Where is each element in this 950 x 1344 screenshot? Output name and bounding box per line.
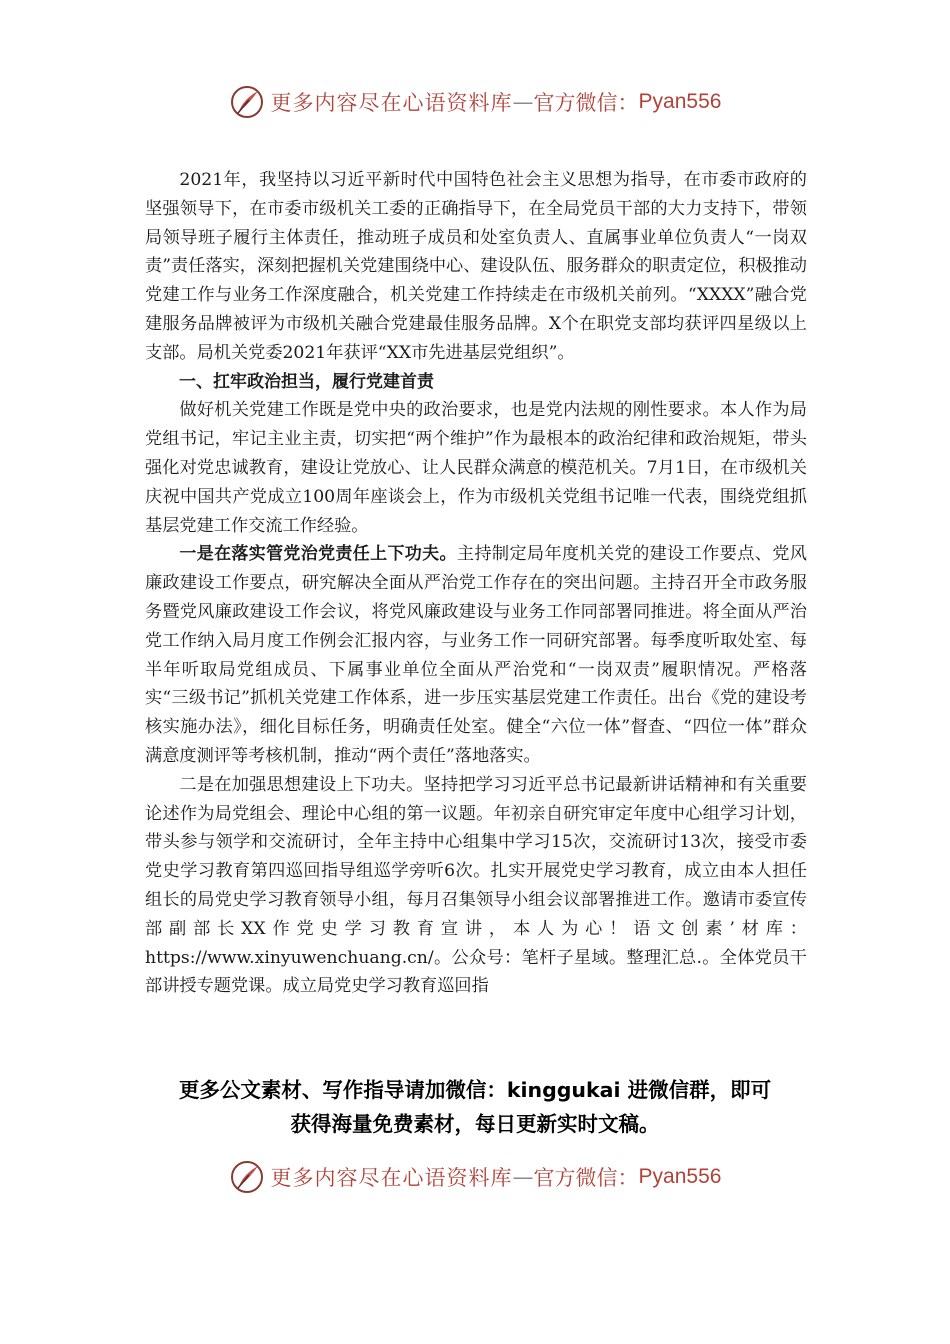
- document-body: [145, 166, 807, 1001]
- paragraph-point-1: [145, 540, 807, 770]
- banner-wechat-id: Pyan556: [638, 90, 722, 113]
- paragraph-point-2: 二是在加强思想建设上下功夫。坚持把学习习近平总书记最新讲话精神和有关重要论述作为局党组会、理论中心组的第一议题。年初亲自研究审定年度中心组学习计划，带头参与领学和交流研讨，全年主持中心组集中学习15次，交流研讨13次，接受市委党史学习教育第四巡回指导组巡学旁听6次。扎实开展党史学习教育，成立由本人担任组长的局党史学习教育领导小组，每月召集领导小组会议部署推进工作。邀请市委宣传部副部长XX作党史学习教育宣讲，本人为心！语文创素’材库：https://www.xinyuwenchuang.cn/。公众号：笔杆子星域。整理汇总.。全体党员干部讲授专题党课。成立局党史学习教育巡回指: [145, 774, 807, 997]
- banner-wechat-label: 官方微信：: [533, 91, 639, 115]
- banner-title: 更多内容尽在心语资料库: [270, 91, 513, 115]
- feather-logo-icon: [229, 84, 265, 120]
- promo-text: [120, 1073, 830, 1141]
- point-1-lead: 一是在落实管党治党责任上下功夫。: [179, 544, 457, 565]
- promo-line-1: 更多公文素材、写作指导请加微信：kinggukai 进微信群，即可: [178, 1078, 772, 1102]
- paragraph-intro: 2021年，我坚持以习近平新时代中国特色社会主义思想为指导，在市委市政府的坚强领导下，在市委市级机关工委的正确指导下，在全局党员干部的大力支持下，带领局领导班子履行主体责任，推动班子成员和处室负责人、直属事业单位负责人“一岗双责”责任落实，深刻把握机关党建围绕中心、建设队伍、服务群众的职责定位，积极推动党建工作与业务工作深度融合，机关党建工作持续走在市级机关前列。“XXXX”融合党建服务品牌被评为市级机关融合党建最佳服务品牌。X个在职党支部均获评四星级以上支部。局机关党委2021年获评“XX市先进基层党组织”。: [145, 170, 807, 363]
- header-banner: [0, 80, 950, 124]
- banner-separator: —: [512, 90, 534, 114]
- footer-banner-separator: —: [512, 1165, 534, 1189]
- point-1-text: 主持制定局年度机关党的建设工作要点、党风廉政建设工作要点，研究解决全面从严治党工作存在的突出问题。主持召开全市政务服务暨党风廉政建设工作会议，将党风廉政建设与业务工作同部署同推进。将全面从严治党工作纳入局月度工作例会汇报内容，与业务工作一同研究部署。每季度听取处室、每半年听取局党组成员、下属事业单位全面从严治党和“一岗双责”履职情况。严格落实“三级书记”抓机关党建工作体系，进一步压实基层党建工作责任。出台《党的建设考核实施办法》，细化目标任务，明确责任处室。健全“六位一体”督查、“四位一体”群众满意度测评等考核机制，推动“两个责任”落地落实。: [145, 544, 807, 766]
- feather-logo-icon: [229, 1159, 265, 1195]
- footer-banner-title: 更多内容尽在心语资料库: [270, 1166, 513, 1190]
- footer-banner-wechat-label: 官方微信：: [533, 1166, 639, 1190]
- section-heading-1: 一、扛牢政治担当，履行党建首责: [179, 371, 434, 392]
- footer-banner-wechat-id: Pyan556: [638, 1165, 722, 1188]
- footer-banner: [0, 1155, 950, 1199]
- promo-line-2: 获得海量免费素材，每日更新实时文稿。: [290, 1112, 660, 1136]
- paragraph-section-1: 做好机关党建工作既是党中央的政治要求，也是党内法规的刚性要求。本人作为局党组书记，牢记主业主责，切实把“两个维护”作为最根本的政治纪律和政治规矩，带头强化对党忠诚教育，建设让党放心、让人民群众满意的模范机关。7月1日，在市级机关庆祝中国共产党成立100周年座谈会上，作为市级机关党组书记唯一代表，围绕党组抓基层党建工作交流工作经验。: [145, 400, 807, 536]
